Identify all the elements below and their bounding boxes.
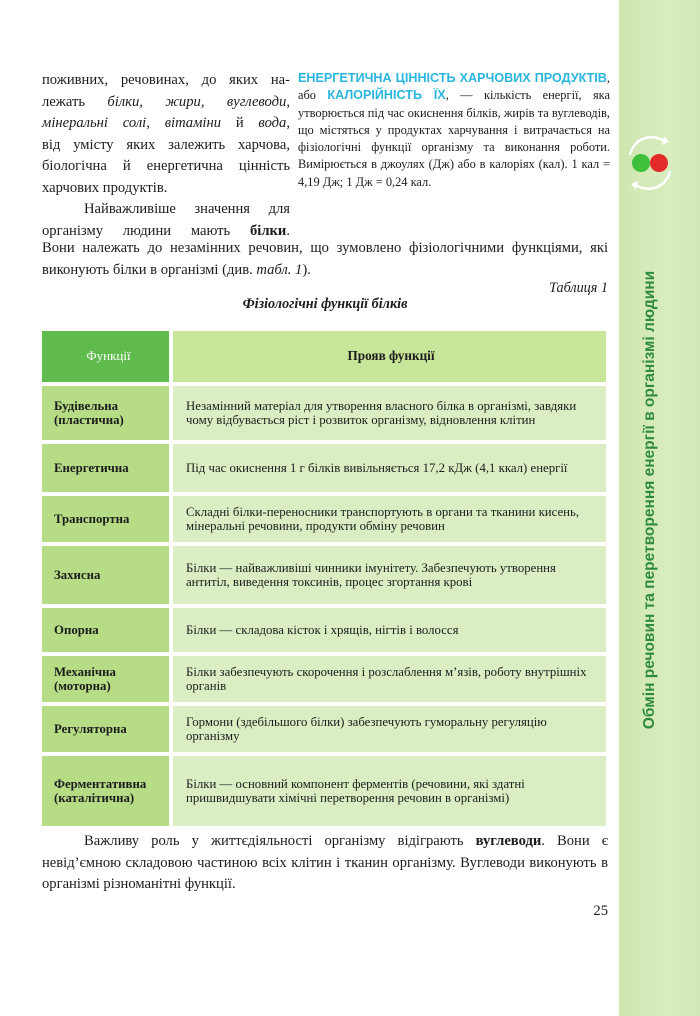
table-label: Таблиця 1 — [549, 280, 608, 296]
text-line: поживних, речовинах, до яких на- — [42, 72, 290, 88]
text-line: Найважливіше значення для — [84, 201, 290, 217]
function-description: Складні білки-переносники транспортують в органи та тканини кисень, мінеральні речовини, продукти обміну речовин — [169, 496, 606, 542]
function-description: Гормони (здебільшого білки) забезпечують гуморальну регуляцію організму — [169, 706, 606, 752]
table-row — [42, 496, 606, 542]
text-line: мінеральні солі, вітаміни й вода, — [42, 115, 291, 131]
chapter-title: Обмін речовин та перетворення енергії в організмі людини — [641, 270, 658, 730]
table-row — [42, 706, 606, 752]
table-row — [42, 546, 606, 604]
function-name: Регуляторна — [42, 706, 169, 752]
definition-text: кількість енергії, яка утворюється під час окиснення білків, жирів та вуглеводів, що містяться у продуктах харчування і витрачається на фізіологічні функції організму та виконання роботи. Вимірюється в джоулях (Дж) або в калоріях (кал). 1 кал = 4,19 Дж; 1 Дж = 0,24 кал. — [298, 88, 610, 189]
table-row — [42, 608, 606, 652]
header-manifestation: Прояв функції — [169, 331, 606, 382]
table-title: Фізіологічні функції білків — [242, 296, 408, 312]
function-description: Незамінний матеріал для утворення власного білка в організмі, завдяки чому відбувається ріст і розвиток організму, відновлення клітин — [169, 386, 606, 440]
function-description: Білки — складова кісток і хрящів, нігтів і волосся — [169, 608, 606, 652]
function-description: Білки забезпечують скорочення і розслаблення м’язів, роботу внутрішніх органів — [169, 656, 606, 702]
function-name: Ферментативна (каталітична) — [42, 756, 169, 826]
table-row — [42, 386, 606, 440]
term-calorie: КАЛОРІЙНІСТЬ ЇХ — [327, 88, 446, 103]
function-name: Захисна — [42, 546, 169, 604]
function-name: Будівельна (пластична) — [42, 386, 169, 440]
text-line: організму людини мають білки. — [42, 222, 290, 239]
text-fragment: , або — [298, 71, 610, 103]
paragraph-proteins: Вони належать до незамінних речовин, що зумовлено фізіологічними функціями, які виконують білки в організмі (див. табл. 1). — [42, 240, 608, 278]
term-energy-value: ЕНЕРГЕТИЧНА ЦІННІСТЬ ХАРЧОВИХ ПРОДУКТІВ — [298, 71, 607, 85]
table-row — [42, 756, 606, 826]
paragraph-carbohydrates: Важливу роль у життєдіяльності організму відіграють вуглеводи. Вони є невід’ємною складовою частиною всіх клітин і тканин організму. Вуглеводи виконують в організмі різноманітні функції. — [42, 833, 608, 892]
definition-box — [298, 70, 610, 191]
header-functions: Функції — [42, 331, 169, 382]
protein-functions-table — [42, 331, 606, 830]
function-name: Транспортна — [42, 496, 169, 542]
text-fragment: , — — [445, 88, 473, 103]
text-line: біологічна й енергетична цінність — [42, 158, 290, 174]
function-name: Енергетична — [42, 444, 169, 492]
function-name: Механічна (моторна) — [42, 656, 169, 702]
function-description: Білки — найважливіші чинники імунітету. Забезпечують утворення антитіл, виведення токсинів, процес згортання крові — [169, 546, 606, 604]
text-line: харчових продуктів. — [42, 179, 168, 196]
metabolism-cycle-icon — [620, 133, 680, 193]
table-row — [42, 444, 606, 492]
function-description: Білки — основний компонент ферментів (речовини, які здатні пришвидшувати хімічні перетворення речовин в організмі) — [169, 756, 606, 826]
function-name: Опорна — [42, 608, 169, 652]
function-description: Під час окиснення 1 г білків вивільняється 17,2 кДж (4,1 ккал) енергії — [169, 444, 606, 492]
page-number: 25 — [593, 903, 608, 919]
table-header-row — [42, 331, 606, 382]
left-column-text — [42, 70, 290, 242]
table-row — [42, 656, 606, 702]
text-line: від умісту яких залежить харчова, — [42, 136, 290, 153]
text-line: лежать білки, жири, вуглеводи, — [42, 93, 290, 110]
